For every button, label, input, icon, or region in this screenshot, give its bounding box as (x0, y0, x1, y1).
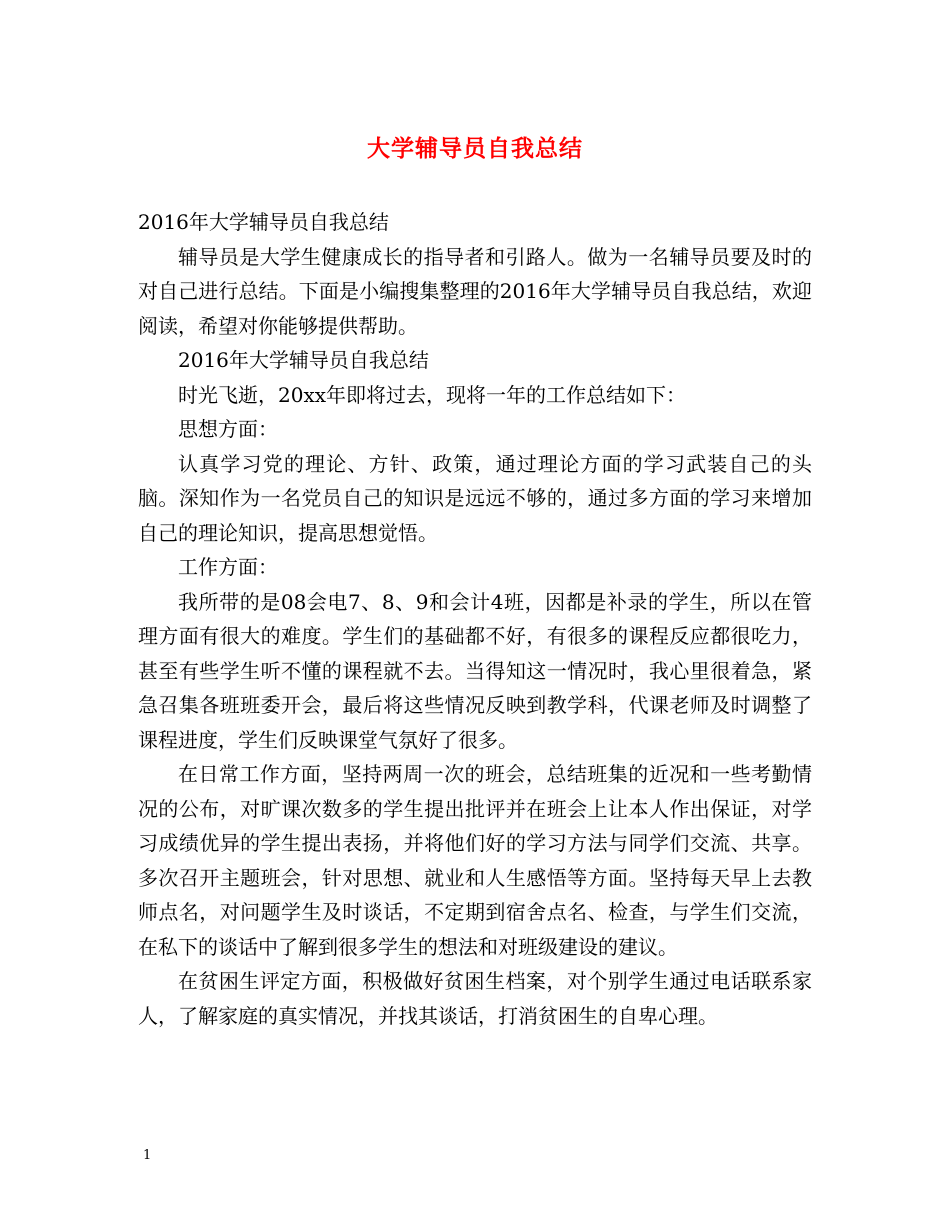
section-heading-thought: 思想方面： (178, 417, 278, 441)
page-number: 1 (143, 1148, 152, 1163)
paragraph-thought: 认真学习党的理论、方针、政策，通过理论方面的学习武装自己的头脑。深知作为一名党员自己的知识是远远不够的，通过多方面的学习来增加自己的理论知识，提高思想觉悟。 (138, 451, 812, 545)
paragraph-daily-work: 在日常工作方面，坚持两周一次的班会，总结班集的近况和一些考勤情况的公布，对旷课次数多的学生提出批评并在班会上让本人作出保证，对学习成绩优异的学生提出表扬，并将他们好的学习方法与同学们交流、共享。多次召开主题班会，针对思想、就业和人生感悟等方面。坚持每天早上去教师点名，对问题学生及时谈话，不定期到宿舍点名、检查，与学生们交流，在私下的谈话中了解到很多学生的想法和对班级建设的建议。 (138, 762, 812, 959)
paragraph-opening: 时光飞逝，20xx年即将过去，现将一年的工作总结如下： (178, 382, 687, 407)
document-body (138, 205, 812, 1033)
paragraph-subtitle: 2016年大学辅导员自我总结 (138, 210, 389, 234)
section-heading-work: 工作方面： (178, 555, 278, 579)
paragraph-heading: 2016年大学辅导员自我总结 (178, 348, 429, 372)
paragraph-intro: 辅导员是大学生健康成长的指导者和引路人。做为一名辅导员要及时的对自己进行总结。下面是小编搜集整理的2016年大学辅导员自我总结，欢迎阅读，希望对你能够提供帮助。 (138, 244, 812, 338)
paragraph-classes: 我所带的是08会电7、8、9和会计4班，因都是补录的学生，所以在管理方面有很大的难度。学生们的基础都不好，有很多的课程反应都很吃力，甚至有些学生听不懂的课程就不去。当得知这一情况时，我心里很着急，紧急召集各班班委开会，最后将这些情况反映到教学科，代课老师及时调整了课程进度，学生们反映课堂气氛好了很多。 (138, 589, 812, 752)
paragraph-poverty: 在贫困生评定方面，积极做好贫困生档案，对个别学生通过电话联系家人，了解家庭的真实情况，并找其谈话，打消贫困生的自卑心理。 (138, 969, 812, 1028)
document-title: 大学辅导员自我总结 (367, 135, 583, 162)
